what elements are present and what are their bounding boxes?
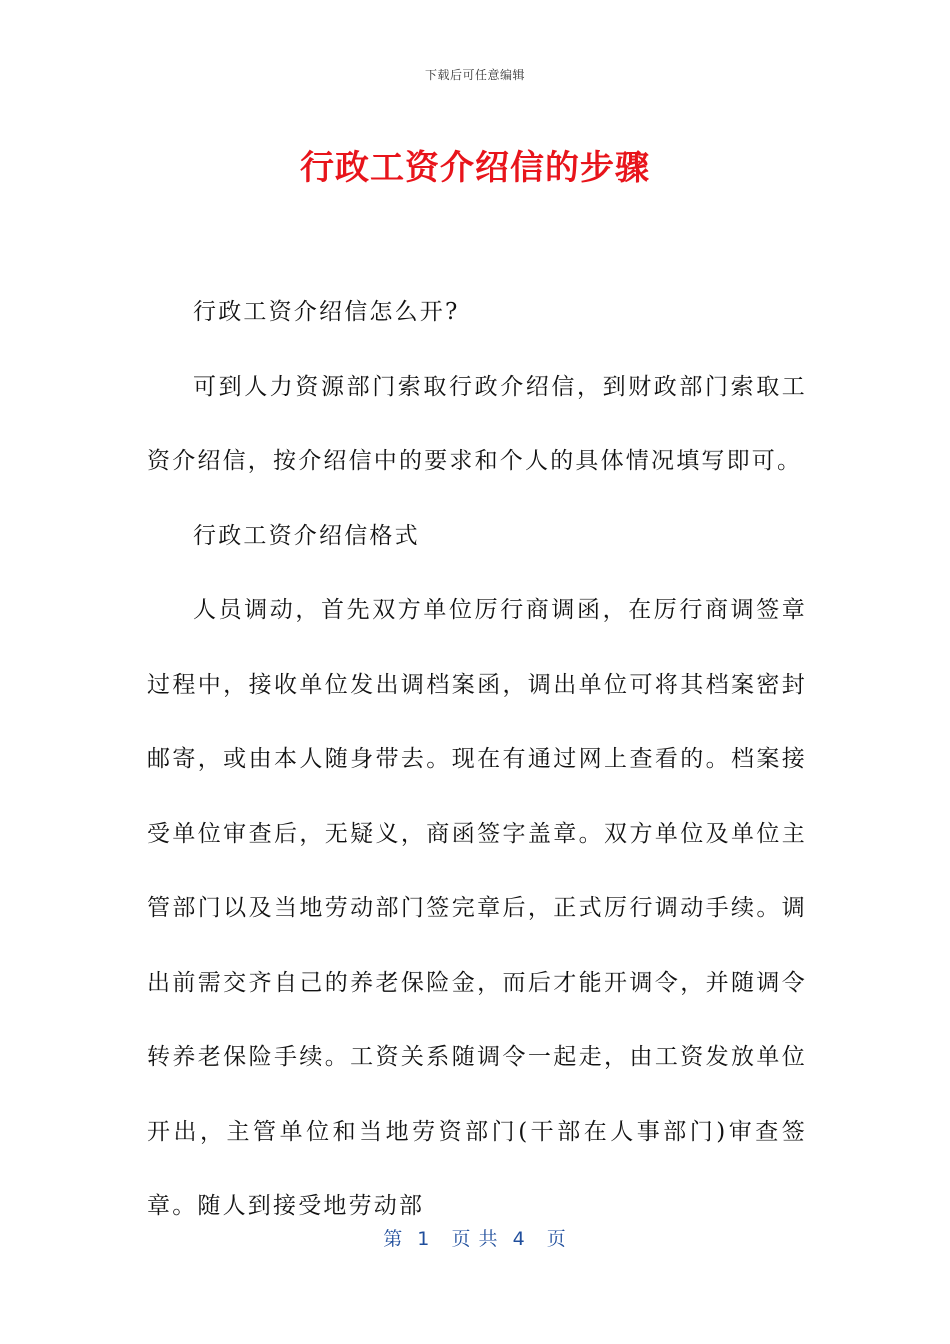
paragraph-answer: 可到人力资源部门索取行政介绍信，到财政部门索取工资介绍信，按介绍信中的要求和个人的具体情况填写即可。 xyxy=(147,373,807,474)
paragraph-transfer-procedure: 人员调动，首先双方单位厉行商调函，在厉行商调签章过程中，接收单位发出调档案函，调出单位可将其档案密封邮寄，或由本人随身带去。现在有通过网上查看的。档案接受单位审查后，无疑义，商函签字盖章。双方单位及单位主管部门以及当地劳动部门签完章后，正式厉行调动手续。调出前需交齐自己的养老保险金，而后才能开调令，并随调令转养老保险手续。工资关系随调令一起走，由工资发放单位开出，主管单位和当地劳资部门(干部在人事部门)审查签章。随人到接受地劳动部 xyxy=(147,597,807,1219)
paragraph-format-heading: 行政工资介绍信格式 xyxy=(193,522,420,549)
document-body xyxy=(147,275,807,1244)
document-title: 行政工资介绍信的步骤 xyxy=(300,148,650,188)
paragraph-question: 行政工资介绍信怎么开? xyxy=(193,299,460,325)
page-number-footer: 第 1 页 共 4 页 xyxy=(383,1228,567,1250)
header-note: 下载后可任意编辑 xyxy=(424,68,525,82)
